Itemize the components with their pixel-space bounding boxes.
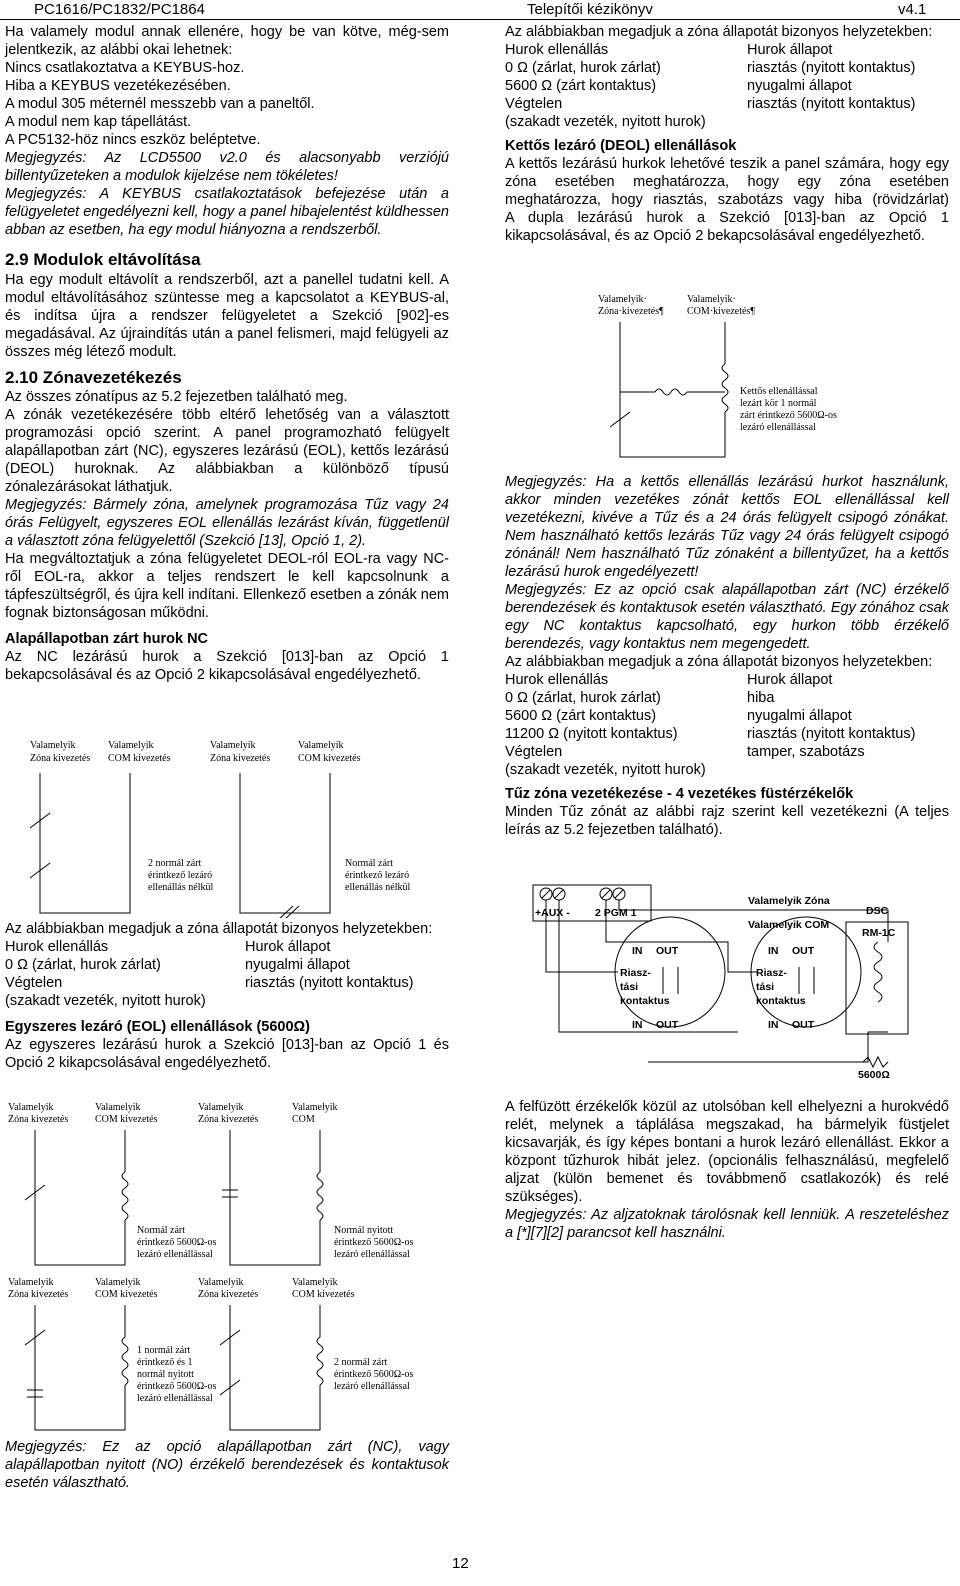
list-item: A modul nem kap tápellátást. [5,114,192,130]
section-heading: 2.9 Modulok eltávolítása [5,250,201,269]
diagram-label: lezáró ellenállással [334,1249,410,1260]
page-number: 12 [452,1555,469,1572]
diagram-label: Riasz- [620,967,651,979]
table-cell: nyugalmi állapot [245,957,350,973]
diagram-label: Valamelyik [8,1277,54,1288]
diagram-label: COM kivezetés [95,1289,158,1300]
subheading: Tűz zóna vezetékezése - 4 vezetékes füstérzékelők [505,786,854,802]
diagram-label: Riasz- [756,967,787,979]
diagram-label: kontaktus [620,995,670,1007]
left-column-mid [5,920,449,1072]
note: Megjegyzés: Az LCD5500 v2.0 és alacsonyabb verziójú billentyűzeteken a modulok kijelzése nem tökéletes! [5,150,449,184]
list-item: Nincs csatlakoztatva a KEYBUS-hoz. [5,60,245,76]
note: Megjegyzés: Ez az opció csak alapállapotban zárt (NC) érzékelő berendezések és kontaktusok esetén választható. Egy zónához csak egy NC kontaktus kapcsolható, egy hurkon több érzékelő berendezés, vagy kontaktus nem megengedett. [505,582,949,652]
note: Megjegyzés: Bármely zóna, amelynek programozása Tűz vagy 24 órás Felügyelt, egyszeres EOL ellenállás lezárást kíván, függetlenül a választott zóna felügyelettől (Szekció [13], Opció 1, 2). [5,497,449,549]
diagram-label: Zóna kivezetés [8,1289,69,1300]
table-cell: riasztás (nyitott kontaktus) [245,975,414,991]
diagram-label: Zóna kivezetés [30,753,91,764]
diagram-label: Valamelyik [292,1277,338,1288]
diagram-label: Kettős ellenállással [740,386,818,397]
paragraph: A kettős lezárású hurkok lehetővé teszik a panel számára, hogy egy zóna esetében meghatározza, hogy egy zóna esetében meghatározza, hogy riasztás, szabotázs vagy hiba (rövidzárlat) [505,156,949,208]
eol-wiring-diagram [0,1100,450,1270]
diagram-label: COM kivezetés [292,1289,355,1300]
diagram-label: érintkező lezáró [148,870,213,881]
left-column-top [5,23,449,684]
diagram-label: OUT [792,945,815,957]
paragraph: A dupla lezárású hurok a Szekció [013]-ban az Opció 1 kikapcsolásával, és az Opció 2 bekapcsolásával engedélyezhető. [505,210,949,244]
table-row [505,707,949,725]
subheading: Egyszeres lezáró (EOL) ellenállások (5600Ω) [5,1019,310,1035]
table-row [505,41,949,59]
table-cell: 0 Ω (zárlat, hurok zárlat) [5,957,161,973]
section-heading: 2.10 Zónavezetékezés [5,368,182,387]
diagram-label: IN [768,1019,779,1031]
paragraph: Minden Tűz zónát az alábbi rajz szerint kell vezetékezni (A teljes leírás az 5.2 fejezetben található). [505,804,949,838]
diagram-label: OUT [792,1019,815,1031]
diagram-label: Valamelyik· [598,294,647,305]
paragraph: Az alábbiakban megadjuk a zóna állapotát bizonyos helyzetekben: [5,921,433,937]
diagram-label: érintkező 5600Ω-os [334,1237,414,1248]
table-cell: Végtelen [505,744,563,760]
state-table [505,41,949,131]
header-rule [0,19,960,20]
diagram-label: lezárt kör 1 normál [740,398,817,409]
diagram-label: OUT [656,1019,679,1031]
left-column-bottom [5,1438,449,1492]
table-cell: riasztás (nyitott kontaktus) [747,726,916,742]
right-column-mid [505,473,949,839]
table-row [505,725,949,743]
note: Megjegyzés: A KEYBUS csatlakoztatások befejezése után a felügyeletet engedélyezni kell, hogy a panel hibajelentést küldhessen abban az esetben, ha egy modul hiányozna a rendszerből. [5,186,449,238]
diagram-label: +AUX - [535,907,570,919]
table-row [505,689,949,707]
table-cell: 5600 Ω (zárt kontaktus) [505,78,657,94]
table-row [505,743,949,761]
diagram-label: 1 normál zárt [137,1345,191,1356]
paragraph: Az alábbiakban megadjuk a zóna állapotát bizonyos helyzetekben: [505,654,933,670]
note: Megjegyzés: Ha a kettős ellenállás lezárású hurkot használunk, akkor minden vezetékes zónát kettős EOL ellenállással kell vezetékezni, kivéve a Tűz és a 24 órás felügyelt csipogó zónákat. Nem használható kettős lezárás Tűz vagy 24 órás felügyelt csipogó zónánál! Nem használható Tűz zónaként a billentyűzet, ha a kettős lezárású hurok engedélyezett! [505,474,949,580]
diagram-label: IN [632,945,643,957]
note: Megjegyzés: Ez az opció alapállapotban zárt (NC), vagy alapállapotban nyitott (NO) érzékelő berendezések és kontaktusok esetén választható. [5,1439,449,1491]
table-cell: 5600 Ω (zárt kontaktus) [505,708,657,724]
diagram-label: Valamelyik [210,740,256,751]
paragraph: A zónák vezetékezésére több eltérő lehetőség van a választott programozási opció szerint. A panel programozható felügyelt alapállapotban zárt (NC), egyszeres lezárású (EOL), kettős lezárású (DEOL) huroknak. Az alábbiakban a különböző típusú zónalezárásokat láthatjuk. [5,407,449,495]
diagram-label: Valamelyik COM [748,919,830,931]
diagram-label: Zóna·kivezetés¶ [598,306,664,317]
header-title: Telepítői kézikönyv [527,1,653,18]
diagram-label: DSC [866,905,889,917]
table-cell: Hurok állapot [747,42,833,58]
diagram-label: Valamelyik [292,1102,338,1113]
table-cell: Végtelen [5,975,63,991]
note: Megjegyzés: Az aljzatoknak tárolósnak kell lenniük. A reszeteléshez a [*][7][2] parancsot kell használni. [505,1207,949,1241]
diagram-label: IN [632,1019,643,1031]
table-cell: riasztás (nyitott kontaktus) [747,96,916,112]
paragraph: Az alábbiakban megadjuk a zóna állapotát bizonyos helyzetekben: [505,24,933,40]
table-cell: Hurok ellenállás [505,672,609,688]
table-cell: 0 Ω (zárlat, hurok zárlat) [505,690,661,706]
diagram-label: kontaktus [756,995,806,1007]
diagram-label: zárt érintkező 5600Ω-os [740,410,837,421]
table-row [505,77,949,95]
table-row [5,992,449,1010]
diagram-label: Zóna kivezetés [198,1289,259,1300]
diagram-label: COM [292,1114,315,1125]
table-cell: Hurok ellenállás [5,939,109,955]
nc-wiring-diagram [0,738,450,918]
diagram-label: Valamelyik [198,1277,244,1288]
diagram-label: Normál zárt [137,1225,186,1236]
diagram-label: érintkező és 1 [137,1357,193,1368]
diagram-label: Valamelyik [298,740,344,751]
diagram-label: COM kivezetés [298,753,361,764]
diagram-label: lezáró ellenállással [137,1249,213,1260]
diagram-label: Valamelyik· [687,294,736,305]
paragraph: Az egyszeres lezárású hurok a Szekció [013]-ban az Opció 1 és Opció 2 kikapcsolásával engedélyezhető. [5,1037,449,1071]
table-row [505,59,949,77]
diagram-label: 2 PGM 1 [595,907,637,919]
table-cell: (szakadt vezeték, nyitott hurok) [505,762,706,778]
list-item: A modul 305 méternél messzebb van a paneltől. [5,96,315,112]
table-row [505,671,949,689]
table-row [5,956,449,974]
paragraph: A felfüzött érzékelők közül az utolsóban kell elhelyezni a hurokvédő relét, melynek a táplálása megszakad, ha bármelyik füstjelet kicsavarják, és így képes bontani a hurok lezáró ellenállást. Ekkor a központ tűzhurok hibát jelez. (opcionális felhasználású, megfelelő aljzat (külön bemenet és továbbmenő csatlakozók) és relé szükséges). [505,1099,949,1205]
table-cell: Végtelen [505,96,563,112]
diagram-label: érintkező 5600Ω-os [137,1381,217,1392]
diagram-label: tási [756,981,775,993]
diagram-label: tási [620,981,639,993]
table-row [505,113,949,131]
page-header [0,0,960,20]
deol-wiring-diagram [580,292,840,472]
diagram-label: 5600Ω [858,1069,890,1081]
table-row [5,938,449,956]
subheading: Kettős lezáró (DEOL) ellenállások [505,138,737,154]
table-cell: 11200 Ω (nyitott kontaktus) [505,726,678,742]
diagram-label: IN [768,945,779,957]
table-cell: (szakadt vezeték, nyitott hurok) [5,993,206,1009]
diagram-label: 2 normál zárt [334,1357,388,1368]
diagram-label: 2 normál zárt [148,858,202,869]
table-cell: hiba [747,690,775,706]
paragraph: Az NC lezárású hurok a Szekció [013]-ban az Opció 1 bekapcsolásával és az Opció 2 kikapcsolásával engedélyezhető. [5,649,449,683]
diagram-label: Normál zárt [345,858,394,869]
diagram-label: Valamelyik [108,740,154,751]
subheading: Alapállapotban zárt hurok NC [5,631,209,647]
diagram-label: lezáró ellenállással [334,1381,410,1392]
state-table [5,938,449,1010]
paragraph: Ha egy modult eltávolít a rendszerből, azt a panellel tudatni kell. A modul eltávolításához szüntesse meg a kapcsolatot a KEYBUS-al, és indítsa újra a rendszer felügyeletet a Szekció [902]-es megadásával. Az újraindítás után a panel felismeri, majd felügyeli az összes még létező modult. [5,272,449,360]
table-cell: Hurok állapot [245,939,331,955]
diagram-label: COM kivezetés [108,753,171,764]
diagram-label: normál nyitott [137,1369,194,1380]
list-item: A PC5132-höz nincs eszköz beléptetve. [5,132,261,148]
state-table [505,671,949,779]
table-row [505,95,949,113]
right-column-top [505,23,949,245]
diagram-label: érintkező lezáró [345,870,410,881]
diagram-label: Normál nyitott [334,1225,394,1236]
diagram-label: Valamelyik [95,1102,141,1113]
paragraph: Ha megváltoztatjuk a zóna felügyeletet DEOL-ról EOL-ra vagy NC-ről EOL-ra, akkor a teljes rendszert le kell kapcsolnunk a tápfeszültségről, és újra kell indítani. Ellenkező esetben a zónák nem fognak biztonságosan működni. [5,551,449,621]
paragraph: Ha valamely modul annak ellenére, hogy be van kötve, még-sem jelentkezik, az alábbi okai lehetnek: [5,24,449,58]
diagram-label: OUT [656,945,679,957]
diagram-label: ellenállás nélkül [345,882,411,893]
table-cell: nyugalmi állapot [747,708,852,724]
header-model: PC1616/PC1832/PC1864 [34,1,205,18]
diagram-label: COM kivezetés [95,1114,158,1125]
diagram-label: lezáró ellenállással [740,422,816,433]
diagram-label: Valamelyik [30,740,76,751]
diagram-label: érintkező 5600Ω-os [334,1369,414,1380]
diagram-label: ellenállás nélkül [148,882,214,893]
diagram-label: COM·kivezetés¶ [687,306,755,317]
table-cell: riasztás (nyitott kontaktus) [747,60,916,76]
mixed-wiring-diagram [0,1275,450,1435]
table-row [5,974,449,992]
diagram-label: Zóna kivezetés [210,753,271,764]
table-cell: Hurok ellenállás [505,42,609,58]
diagram-label: lezáró ellenállással [137,1393,213,1404]
diagram-label: Valamelyik [198,1102,244,1113]
list-item: Hiba a KEYBUS vezetékezésében. [5,78,231,94]
diagram-label: RM-1C [862,927,896,939]
table-row [505,761,949,779]
diagram-label: Zóna kivezetés [198,1114,259,1125]
fire-zone-diagram [528,882,918,1082]
right-column-bottom [505,1098,949,1242]
table-cell: 0 Ω (zárlat, hurok zárlat) [505,60,661,76]
diagram-label: Valamelyik [8,1102,54,1113]
diagram-label: érintkező 5600Ω-os [137,1237,217,1248]
table-cell: Hurok állapot [747,672,833,688]
diagram-label: Zóna kivezetés [8,1114,69,1125]
table-cell: (szakadt vezeték, nyitott hurok) [505,114,706,130]
diagram-label: Valamelyik Zóna [748,895,830,907]
paragraph: Az összes zónatípus az 5.2 fejezetben található meg. [5,389,348,405]
table-cell: tamper, szabotázs [747,744,865,760]
diagram-label: Valamelyik [95,1277,141,1288]
header-version: v4.1 [898,1,927,18]
table-cell: nyugalmi állapot [747,78,852,94]
